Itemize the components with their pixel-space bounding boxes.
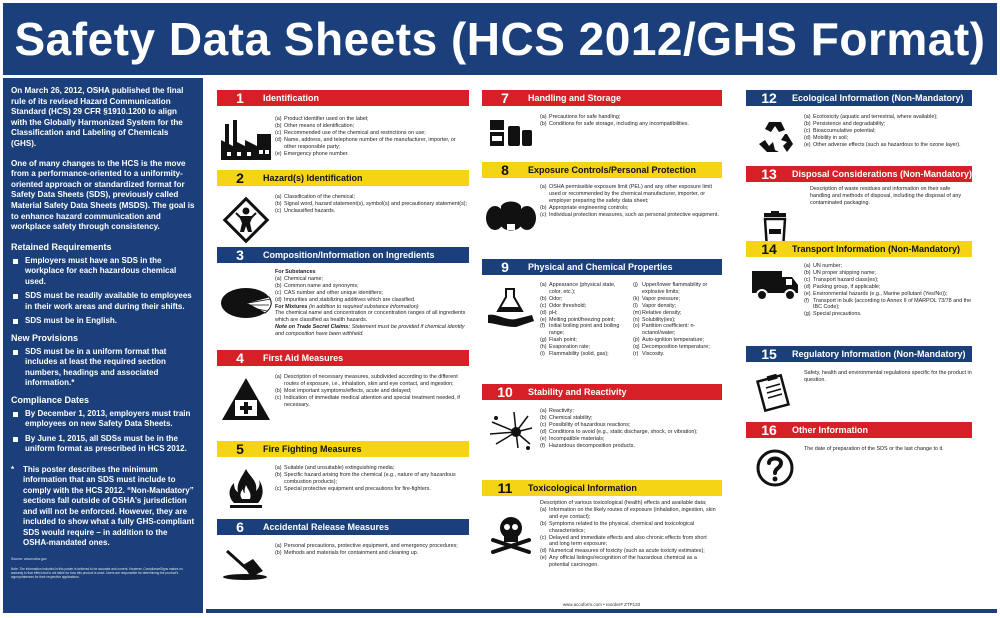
- item-letter: (b): [540, 120, 547, 127]
- item-text: Other means of identification;: [284, 122, 355, 129]
- item-text: pH;: [549, 309, 558, 316]
- section-number: 12: [761, 90, 777, 106]
- section-4: [217, 350, 469, 422]
- factory-icon: [217, 110, 275, 160]
- item-letter: (a): [540, 282, 547, 288]
- item-letter: (b): [275, 387, 282, 394]
- section-number: 8: [501, 162, 509, 178]
- item-text: Specific hazard arising from the chemical (e.g., nature of any hazardous combustion products);: [284, 471, 456, 485]
- item-text: Persistence and degradability;: [813, 120, 886, 127]
- recycle-icon: [746, 110, 804, 156]
- section-number: 10: [497, 384, 513, 400]
- item-text: Upper/lower flammability or explosive limits;: [642, 282, 708, 295]
- section-header: [482, 259, 722, 275]
- item-text: Initial boiling point and boiling range;: [549, 323, 620, 337]
- item-letter: (r): [633, 351, 639, 358]
- explosion-icon: [482, 404, 540, 450]
- item-text: Indication of immediate medical attention and special treatment needed, if necessary.: [284, 394, 460, 408]
- section-title: Fire Fighting Measures: [263, 444, 362, 454]
- item-text: Name, address, and telephone number of the manufacturer, importer, or other responsible party;: [284, 136, 456, 150]
- section-title: Toxicological Information: [528, 483, 637, 493]
- item-letter: (a): [275, 194, 282, 200]
- section-header: [746, 422, 972, 438]
- item-letter: (c): [275, 129, 282, 136]
- page-title: [3, 3, 997, 75]
- section-9: [482, 259, 722, 358]
- section-header: [482, 162, 722, 178]
- section-title: Other Information: [792, 425, 868, 435]
- item-text: CAS number and other unique identifiers;: [284, 289, 383, 296]
- left-info-panel: [3, 78, 203, 613]
- item-text: Relative density;: [642, 309, 682, 316]
- section-title: Accidental Release Measures: [263, 522, 390, 532]
- section-2: [217, 170, 469, 244]
- item-letter: (e): [540, 435, 547, 442]
- list-item: SDS must be in a uniform format that includes at least the required section numbers, headings and associated information.*: [11, 347, 195, 389]
- item-letter: (j): [633, 282, 638, 288]
- section-header: [746, 166, 972, 182]
- item-text: Signal word, hazard statement(s), symbol(s) and precautionary statement(s);: [284, 200, 468, 207]
- flame-icon: [217, 461, 275, 509]
- item-text: Viscosity.: [642, 351, 665, 358]
- item-text: Odor threshold;: [549, 302, 587, 309]
- section-header: [217, 170, 469, 186]
- item-letter: (f): [804, 297, 810, 304]
- item-text: Mobility in soil;: [813, 134, 849, 141]
- item-letter: (b): [540, 520, 547, 527]
- item-letter: (g): [540, 337, 547, 344]
- item-text: Product identifier used on the label;: [284, 116, 369, 122]
- substances-subheading: For Substances: [275, 269, 316, 275]
- first-aid-icon: [217, 370, 275, 422]
- section-header: [217, 90, 469, 106]
- item-letter: (e): [540, 555, 547, 562]
- item-letter: (b): [275, 122, 282, 129]
- source-line: Source: www.osha.gov: [11, 556, 47, 561]
- item-letter: (c): [540, 302, 547, 309]
- item-text: Suitable (and unsuitable) extinguishing media;: [284, 465, 395, 471]
- item-letter: (l): [633, 302, 638, 309]
- item-letter: (b): [540, 204, 547, 211]
- section-title: Disposal Considerations (Non-Mandatory): [792, 169, 973, 179]
- item-letter: (a): [540, 408, 547, 414]
- item-letter: (h): [540, 344, 547, 351]
- section-10: [482, 384, 722, 450]
- item-text: Any official listings/recognition of the hazardous chemical as a potential carcinogen.: [549, 555, 697, 569]
- item-text: Individual protection measures, such as personal protective equipment.: [549, 211, 719, 218]
- disclaimer: Note: The information included in this poster is believed to be accurate and current. However, ComplianceSigns makes no warranty to that effect and is not liable for how this product is used. Users are responsible for determining the product's appropriateness for their respective applications.: [11, 566, 183, 579]
- item-letter: (o): [633, 323, 640, 330]
- item-text: Classification of the chemical;: [284, 194, 356, 200]
- section-header: [217, 441, 469, 457]
- section-number: 4: [236, 350, 244, 366]
- section-title: Ecological Information (Non-Mandatory): [792, 93, 964, 103]
- spill-cleanup-icon: [217, 539, 275, 581]
- item-letter: (e): [804, 141, 811, 148]
- item-letter: (a): [804, 114, 811, 120]
- retained-heading: Retained Requirements: [11, 241, 112, 252]
- section-number: 7: [501, 90, 509, 106]
- item-letter: (b): [804, 269, 811, 276]
- item-letter: (n): [633, 316, 640, 323]
- section-title: Regulatory Information (Non-Mandatory): [792, 349, 966, 359]
- item-letter: (d): [804, 283, 811, 290]
- question-mark-icon: [746, 442, 804, 488]
- item-letter: (m): [633, 309, 642, 316]
- section-11: [482, 480, 722, 569]
- item-letter: (d): [540, 309, 547, 316]
- page-title-text: Safety Data Sheets (HCS 2012/GHS Format): [14, 13, 986, 65]
- footnote: [11, 465, 195, 549]
- item-text: OSHA permissible exposure limit (PEL) and any other exposure limit used or recommended by the chemical manufacturer, importer, or employer preparing the safety data sheet;: [549, 184, 712, 204]
- section-number: 13: [761, 166, 777, 182]
- section-number: 15: [761, 346, 777, 362]
- section-12: [746, 90, 972, 156]
- item-text: Delayed and immediate effects and also chronic effects from short and long term exposure;: [549, 534, 707, 548]
- section-5: [217, 441, 469, 509]
- section-16: [746, 422, 972, 488]
- item-letter: (b): [540, 414, 547, 421]
- other-info-text: The date of preparation of the SDS or the last change to it.: [804, 446, 944, 452]
- section-title: First Aid Measures: [263, 353, 344, 363]
- section-3: [217, 247, 469, 338]
- section-number: 2: [236, 170, 244, 186]
- section-number: 3: [236, 247, 244, 263]
- skull-crossbones-icon: [482, 500, 540, 569]
- item-text: Flammability (solid, gas);: [549, 351, 609, 358]
- item-letter: (d): [540, 548, 547, 555]
- change-paragraph: One of many changes to the HCS is the move from a performance-oriented to a uniformity-oriented approach or standardized format for Safety Data Sheets (SDS), previously called Material Safety Data Sheets (MSDS). The goal is to enhance hazard communication and workplace safety through consistency.: [11, 158, 195, 232]
- item-letter: (f): [540, 442, 546, 449]
- item-text: Transport hazard class(es);: [813, 276, 879, 283]
- section-title: Stability and Reactivity: [528, 387, 627, 397]
- tox-intro: Description of various toxicological (health) effects and available data;: [540, 500, 707, 506]
- section-number: 9: [501, 259, 509, 275]
- item-text: Description of necessary measures, subdivided according to the different routes of exposure, i.e., inhalation, skin and eye contact, and ingestion;: [284, 374, 458, 387]
- item-letter: (q): [633, 344, 640, 351]
- section-number: 14: [761, 241, 777, 257]
- section-14: [746, 241, 972, 318]
- item-letter: (d): [275, 296, 282, 303]
- list-item: By December 1, 2013, employers must train employees on new Safety Data Sheets.: [11, 409, 195, 430]
- item-letter: (c): [540, 421, 547, 428]
- new-provisions-list: [11, 347, 195, 389]
- item-text: Special precautions.: [813, 311, 862, 318]
- item-text: Other adverse effects (such as hazardous to the ozone layer).: [813, 141, 961, 148]
- item-text: Auto-ignition temperature;: [642, 337, 705, 344]
- flask-in-hand-icon: [482, 279, 540, 358]
- storage-drums-icon: [482, 110, 540, 148]
- item-letter: (a): [275, 543, 282, 549]
- item-letter: (c): [275, 485, 282, 492]
- item-letter: (a): [804, 263, 811, 269]
- item-text: Packing group, if applicable;: [813, 283, 881, 290]
- pie-chart-icon: [217, 267, 275, 338]
- item-letter: (a): [275, 374, 282, 380]
- item-letter: (a): [540, 114, 547, 120]
- item-letter: (i): [540, 351, 545, 358]
- compliance-list: [11, 409, 195, 455]
- list-item: SDS must be in English.: [11, 316, 195, 327]
- item-letter: (g): [804, 311, 811, 318]
- section-title: Transport Information (Non-Mandatory): [792, 244, 960, 254]
- item-text: Appropriate engineering controls;: [549, 204, 629, 211]
- item-letter: (p): [633, 337, 640, 344]
- section-number: 5: [236, 441, 244, 457]
- item-text: Unclassified hazards.: [284, 207, 336, 214]
- item-text: Information on the likely routes of exposure (inhalation, ingestion, skin and eye contact);: [549, 506, 716, 520]
- section-header: [482, 384, 722, 400]
- section-title: Hazard(s) Identification: [263, 173, 363, 183]
- item-text: UN proper shipping name;: [813, 269, 876, 276]
- item-letter: (e): [540, 316, 547, 323]
- list-item: Employers must have an SDS in the workplace for each hazardous chemical used.: [11, 256, 195, 288]
- item-text: UN number;: [813, 263, 843, 269]
- item-letter: (f): [540, 323, 546, 330]
- item-letter: (b): [540, 295, 547, 302]
- item-letter: (c): [540, 534, 547, 541]
- section-title: Composition/Information on Ingredients: [263, 250, 435, 260]
- item-text: Transport in bulk (according to Annex II of MARPOL 73/78 and the IBC Code);: [813, 297, 972, 311]
- intro-paragraph: On March 26, 2012, OSHA published the final rule of its revised Hazard Communication Standard (HCS) 29 CFR §1910.1200 to align with the Globally Harmonized System for the Classification and Labeling of Chemicals (GHS).: [11, 86, 184, 148]
- item-text: Conditions for safe storage, including any incompatibilities.: [549, 120, 689, 127]
- reorder-footer: www.accuform.com • reorder# ZTP133: [562, 602, 641, 607]
- item-text: Symptoms related to the physical, chemical and toxicological characteristics;: [549, 520, 695, 534]
- item-letter: (a): [275, 465, 282, 471]
- item-text: Methods and materials for containment and cleaning up.: [284, 549, 419, 556]
- section-number: 11: [497, 480, 513, 496]
- section-number: 16: [761, 422, 777, 438]
- clipboard-icon: [746, 366, 804, 412]
- item-letter: (a): [275, 275, 282, 282]
- item-text: Ecotoxicity (aquatic and terrestrial, where available);: [813, 114, 938, 120]
- section-header: [482, 480, 722, 496]
- item-text: Special protective equipment and precautions for fire-fighters.: [284, 485, 431, 492]
- item-text: Incompatible materials;: [549, 435, 605, 442]
- respirator-mask-icon: [482, 182, 540, 236]
- item-text: Chemical stability;: [549, 414, 593, 421]
- item-letter: (b): [275, 200, 282, 207]
- section-number: 6: [236, 519, 244, 535]
- mixtures-note: (in addition to required substance information): [308, 303, 419, 310]
- item-text: Solubility(ies);: [642, 316, 676, 323]
- item-text: Odor;: [549, 295, 563, 302]
- mixtures-text: The chemical name and concentration or concentration ranges of all ingredients which are classified as health hazards.: [275, 310, 466, 324]
- item-letter: (b): [804, 120, 811, 127]
- item-text: Reactivity;: [549, 408, 574, 414]
- section-title: Physical and Chemical Properties: [528, 262, 673, 272]
- item-text: Flash point;: [549, 337, 577, 344]
- item-text: Vapor density;: [642, 302, 677, 309]
- new-provisions-heading: New Provisions: [11, 332, 79, 343]
- item-text: Recommended use of the chemical and restrictions on use;: [284, 129, 426, 136]
- item-letter: (c): [804, 127, 811, 134]
- item-letter: (c): [275, 394, 282, 401]
- item-letter: (c): [804, 276, 811, 283]
- section-title: Exposure Controls/Personal Protection: [528, 165, 697, 175]
- item-text: Impurities and stabilizing additives which are classified.: [284, 296, 416, 303]
- section-header: [217, 350, 469, 366]
- section-6: [217, 519, 469, 581]
- item-letter: (e): [804, 290, 811, 297]
- item-letter: (b): [275, 549, 282, 556]
- section-7: [482, 90, 722, 148]
- section-1: [217, 90, 469, 160]
- section-header: [746, 90, 972, 106]
- item-text: Most important symptoms/effects, acute and delayed;: [284, 387, 412, 394]
- item-text: Conditions to avoid (e.g., static discharge, shock, or vibration);: [549, 428, 698, 435]
- mixtures-subheading: For Mixtures: [275, 303, 308, 310]
- section-title: Handling and Storage: [528, 93, 622, 103]
- section-15: [746, 346, 972, 412]
- item-text: Personal precautions, protective equipment, and emergency procedures;: [284, 543, 458, 549]
- item-letter: (k): [633, 295, 640, 302]
- section-13: [746, 166, 972, 251]
- footnote-text: This poster describes the minimum information that an SDS must include to comply with the HCS 2012. “Non-Mandatory” sections fall outside of OSHA's jurisdiction and will not be enforced. However, they are included to show what a fully GHS-compliant SDS would require – in addition to the OSHA-mandated ones.: [23, 464, 195, 548]
- item-letter: (c): [275, 289, 282, 296]
- item-letter: (b): [275, 471, 282, 478]
- item-text: Melting point/freezing point;: [549, 316, 615, 323]
- item-letter: (a): [540, 506, 547, 513]
- section-title: Identification: [263, 93, 319, 103]
- item-letter: (d): [275, 136, 282, 143]
- item-text: Possibility of hazardous reactions;: [549, 421, 631, 428]
- item-text: Decomposition temperature;: [642, 344, 710, 351]
- section-header: [746, 346, 972, 362]
- trade-secret-label: Note on Trade Secret Claims:: [275, 324, 351, 331]
- item-text: Bioaccumulative potential;: [813, 127, 876, 134]
- item-text: Common name and synonyms;: [284, 282, 359, 289]
- section-number: 1: [236, 90, 244, 106]
- item-letter: (a): [275, 116, 282, 122]
- item-text: Hazardous decomposition products.: [549, 442, 635, 449]
- item-letter: (a): [540, 184, 547, 190]
- section-header: [746, 241, 972, 257]
- section-header: [482, 90, 722, 106]
- item-letter: (c): [540, 211, 547, 218]
- item-text: Appearance (physical state, color, etc.);: [549, 282, 616, 295]
- item-text: Environmental hazards (e.g., Marine pollutant (Yes/No));: [813, 290, 948, 297]
- regulatory-text: Safety, health and environmental regulations specific for the product in question.: [804, 370, 972, 383]
- section-header: [217, 247, 469, 263]
- health-hazard-pictogram-icon: [217, 190, 275, 244]
- item-text: Chemical name;: [284, 275, 323, 282]
- footnote-star: *: [11, 464, 15, 474]
- item-text: Numerical measures of toxicity (such as acute toxicity estimates);: [549, 548, 705, 555]
- item-text: Evaporation rate;: [549, 344, 591, 351]
- item-letter: (b): [275, 282, 282, 289]
- item-letter: (c): [275, 207, 282, 214]
- delivery-truck-icon: [746, 261, 804, 318]
- retained-list: [11, 256, 195, 327]
- item-letter: (e): [275, 150, 282, 157]
- item-letter: (d): [804, 134, 811, 141]
- list-item: By June 1, 2015, all SDSs must be in the uniform format as prescribed in HCS 2012.: [11, 434, 195, 455]
- disposal-text: Description of waste residues and information on their safe handling and methods of disposal, including the disposal of any contaminated packaging.: [810, 186, 962, 206]
- section-8: [482, 162, 722, 236]
- section-header: [217, 519, 469, 535]
- trade-secret-text: Statement must be provided if chemical identity and composition have been withheld.: [275, 324, 465, 338]
- item-text: Emergency phone number.: [284, 150, 349, 157]
- item-text: Partition coefficient: n-octanol/water;: [642, 323, 696, 337]
- compliance-heading: Compliance Dates: [11, 394, 90, 405]
- item-text: Precautions for safe handling;: [549, 114, 621, 120]
- item-text: Vapor pressure;: [642, 295, 680, 302]
- list-item: SDS must be readily available to employees in their work areas and during their shifts.: [11, 291, 195, 312]
- item-letter: (d): [540, 428, 547, 435]
